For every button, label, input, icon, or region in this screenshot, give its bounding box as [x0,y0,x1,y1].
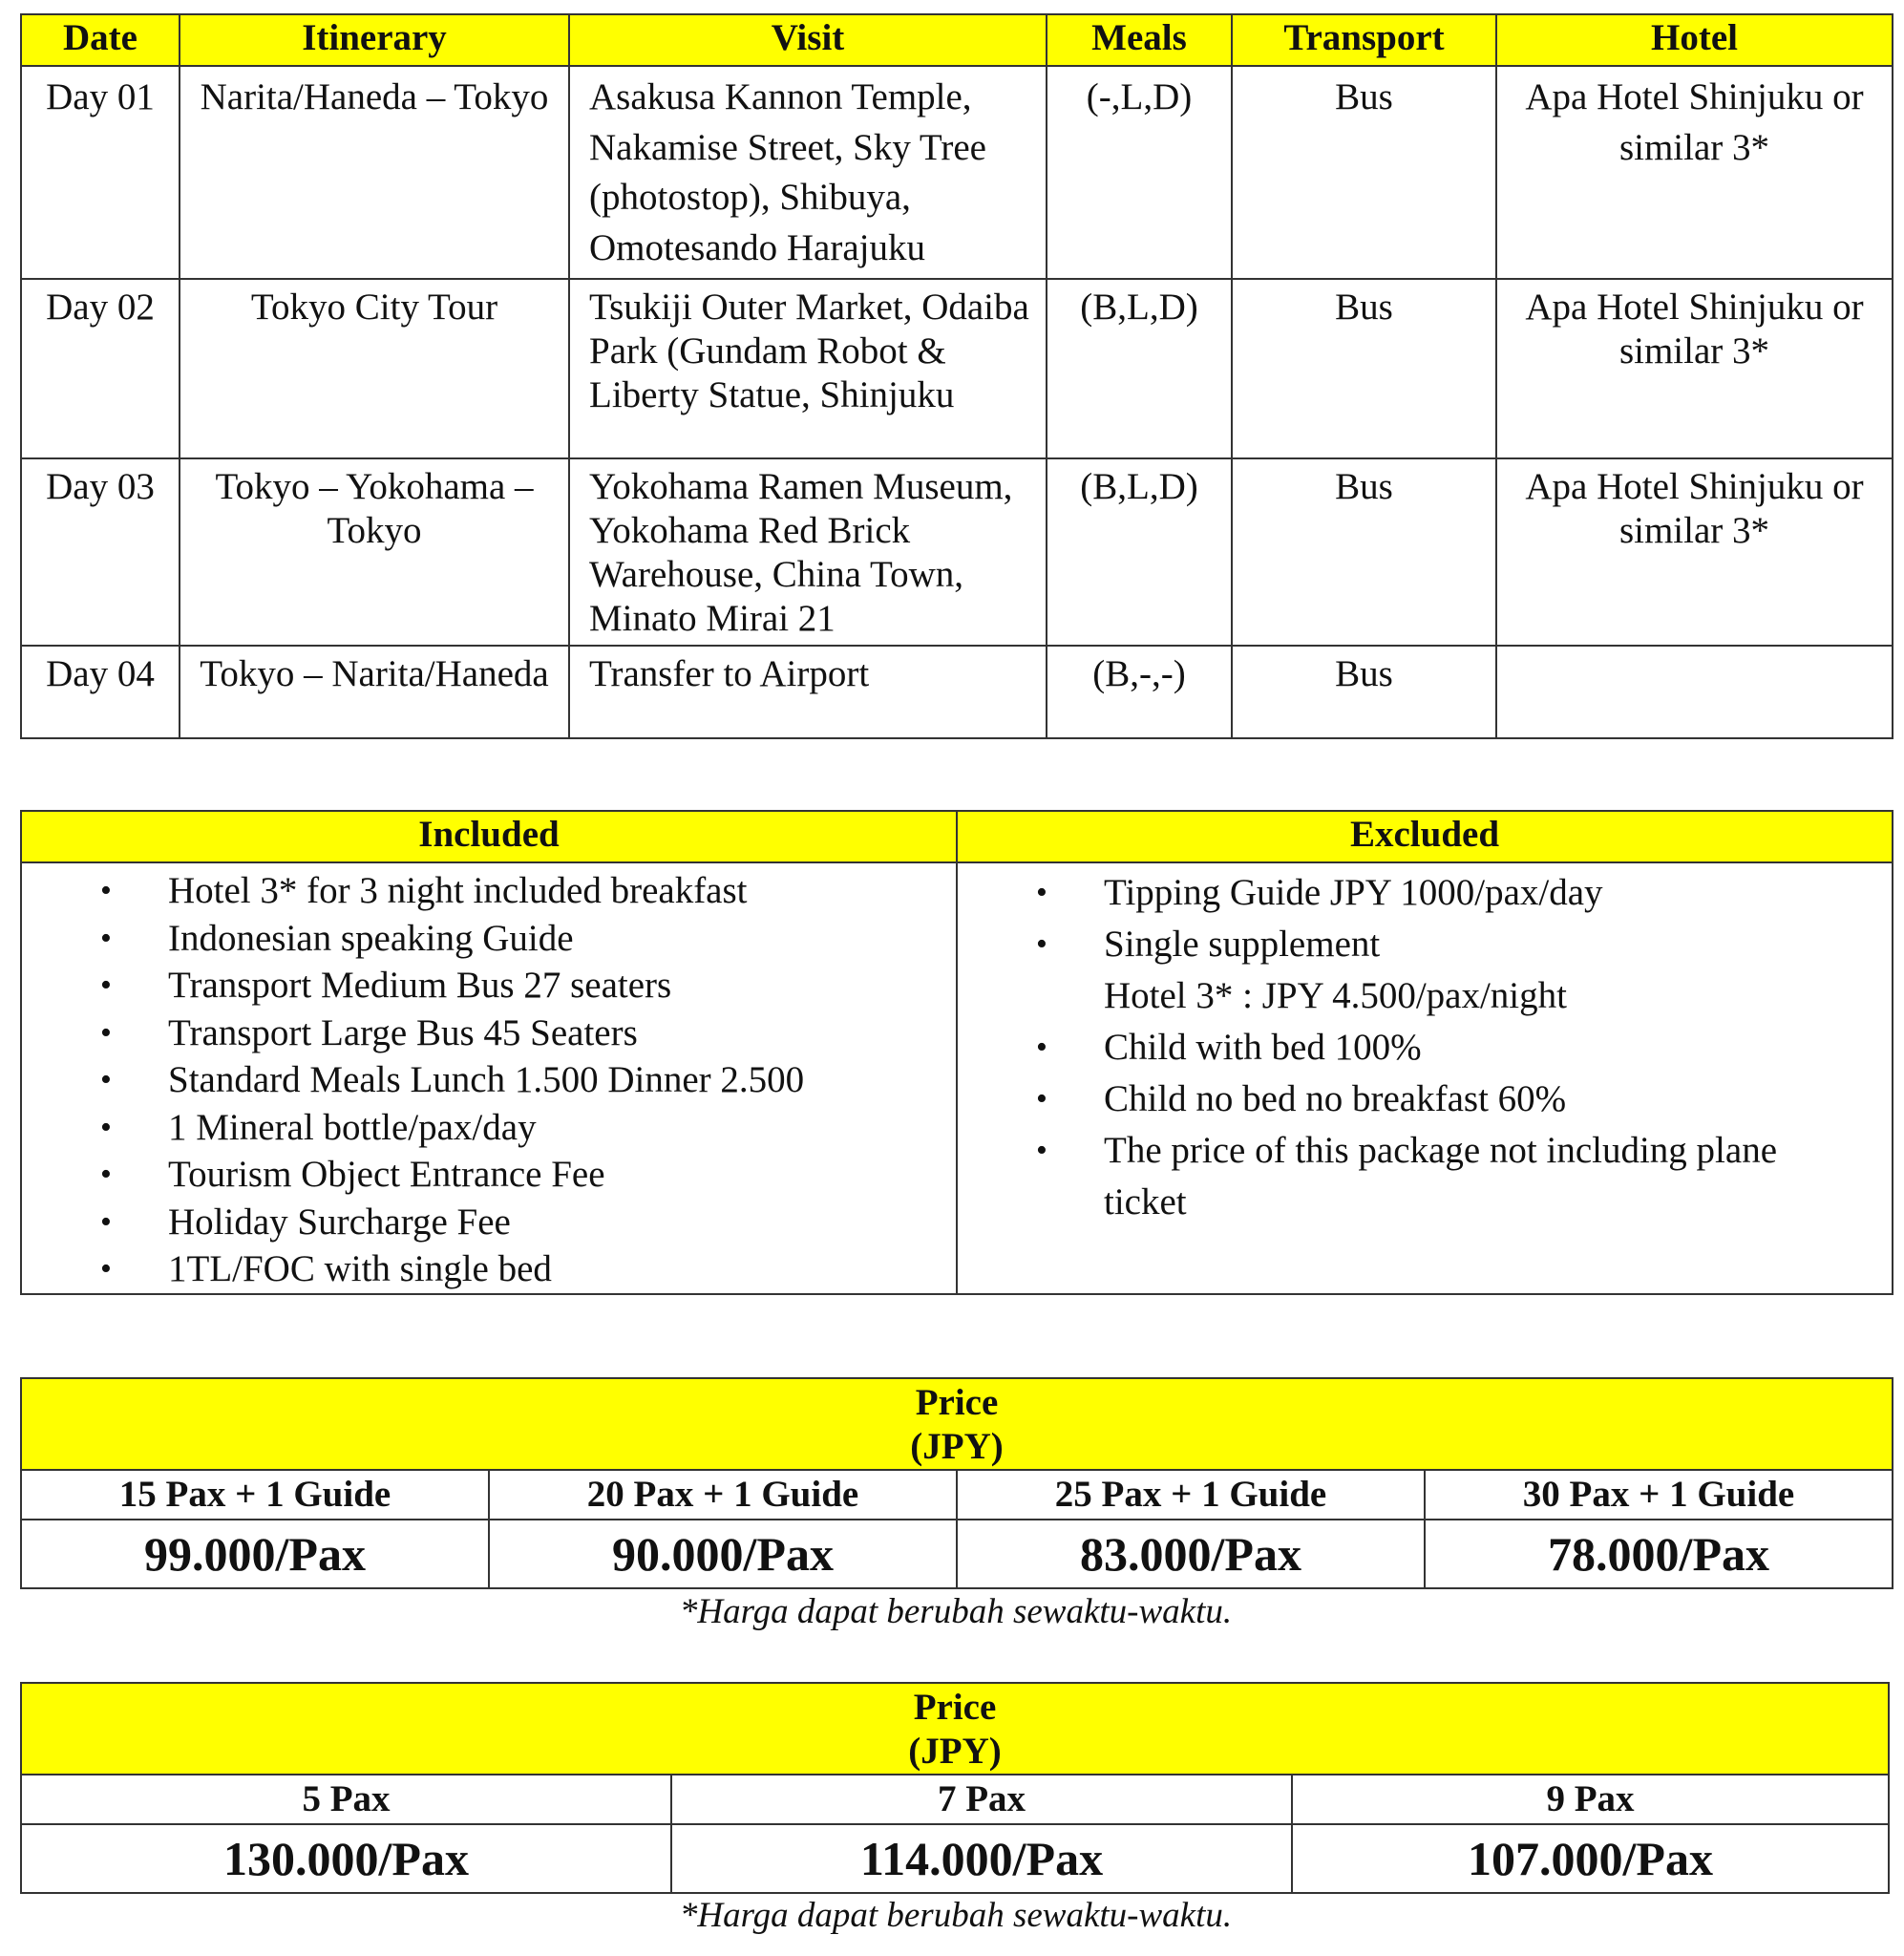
itinerary-table [20,13,1893,739]
pax-row [21,1775,1889,1824]
header-itinerary: Itinerary [180,14,569,66]
price-row [21,1520,1893,1588]
inclusions-body-row [21,862,1893,1294]
price-value: 99.000/Pax [21,1520,489,1588]
pax-row [21,1470,1893,1520]
list-item: • Tourism Object Entrance Fee [22,1151,956,1199]
bullet-icon: • [100,1203,112,1240]
price-title: Price (JPY) [21,1683,1889,1775]
cell-hotel: Apa Hotel Shinjuku or similar 3* [1496,66,1893,279]
price-title: Price (JPY) [21,1378,1893,1470]
pax-label: 30 Pax + 1 Guide [1425,1470,1893,1520]
list-item: • Holiday Surcharge Fee [22,1199,956,1246]
cell-itinerary: Tokyo City Tour [180,279,569,458]
list-item: • The price of this package not including plane ticket [958,1125,1892,1228]
list-item: • Transport Medium Bus 27 seaters [22,962,956,1010]
excluded-cell [957,862,1893,1294]
price-title-row [21,1378,1893,1470]
bullet-icon: • [100,1109,112,1145]
list-item: • Tipping Guide JPY 1000/pax/day [958,867,1892,919]
cell-date: Day 03 [21,458,180,646]
bullet-icon: • [1036,926,1047,962]
pax-label: 25 Pax + 1 Guide [957,1470,1425,1520]
price-title-row [21,1683,1889,1775]
header-hotel: Hotel [1496,14,1893,66]
bullet-icon: • [100,920,112,956]
list-item: • Transport Large Bus 45 Seaters [22,1010,956,1057]
pax-label: 15 Pax + 1 Guide [21,1470,489,1520]
cell-meals: (B,-,-) [1047,646,1232,738]
inclusions-header-row [21,811,1893,862]
bullet-icon: • [100,873,112,908]
bullet-icon: • [100,1062,112,1097]
list-item: • Indonesian speaking Guide [22,915,956,963]
price-table-small [20,1682,1890,1894]
bullet-icon: • [100,967,112,1003]
list-item: • Hotel 3* for 3 night included breakfast [22,867,956,915]
price-table-group [20,1377,1893,1589]
bullet-icon: • [1036,875,1047,910]
price-note: *Harga dapat berubah sewaktu-waktu. [679,1592,1233,1631]
cell-itinerary: Tokyo – Narita/Haneda [180,646,569,738]
cell-itinerary: Tokyo – Yokohama – Tokyo [180,458,569,646]
pax-label: 9 Pax [1292,1775,1889,1824]
bullet-icon: • [100,1251,112,1286]
table-row [21,458,1893,646]
price-value: 114.000/Pax [671,1824,1292,1893]
bullet-icon: • [100,1157,112,1192]
excluded-header: Excluded [957,811,1893,862]
excluded-list [958,863,1892,1228]
price-value: 83.000/Pax [957,1520,1425,1588]
included-list [22,863,956,1293]
cell-hotel [1496,646,1893,738]
cell-visit: Transfer to Airport [569,646,1047,738]
price-value: 107.000/Pax [1292,1824,1889,1893]
table-row [21,66,1893,279]
table-row [21,279,1893,458]
bullet-icon: • [100,1014,112,1051]
inclusions-table [20,810,1893,1295]
price-value: 130.000/Pax [21,1824,671,1893]
pax-label: 7 Pax [671,1775,1292,1824]
table-row [21,646,1893,738]
cell-date: Day 02 [21,279,180,458]
price-value: 78.000/Pax [1425,1520,1893,1588]
cell-meals: (B,L,D) [1047,279,1232,458]
cell-transport: Bus [1232,279,1496,458]
pax-label: 5 Pax [21,1775,671,1824]
header-visit: Visit [569,14,1047,66]
list-item: • Child no bed no breakfast 60% [958,1074,1892,1125]
cell-transport: Bus [1232,458,1496,646]
header-date: Date [21,14,180,66]
cell-visit: Yokohama Ramen Museum, Yokohama Red Brick Warehouse, China Town, Minato Mirai 21 [569,458,1047,646]
bullet-icon: • [1036,1081,1047,1116]
itinerary-header-row [21,14,1893,66]
pax-label: 20 Pax + 1 Guide [489,1470,957,1520]
cell-meals: (B,L,D) [1047,458,1232,646]
cell-meals: (-,L,D) [1047,66,1232,279]
price-row [21,1824,1889,1893]
cell-date: Day 01 [21,66,180,279]
header-meals: Meals [1047,14,1232,66]
list-item: • Child with bed 100% [958,1022,1892,1074]
bullet-icon: • [1036,1030,1047,1065]
list-item: • 1TL/FOC with single bed [22,1245,956,1293]
cell-date: Day 04 [21,646,180,738]
header-transport: Transport [1232,14,1496,66]
cell-hotel: Apa Hotel Shinjuku or similar 3* [1496,279,1893,458]
cell-transport: Bus [1232,66,1496,279]
cell-visit: Tsukiji Outer Market, Odaiba Park (Gundam Robot & Liberty Statue, Shinjuku [569,279,1047,458]
price-note: *Harga dapat berubah sewaktu-waktu. [679,1896,1233,1935]
cell-transport: Bus [1232,646,1496,738]
included-cell [21,862,957,1294]
included-header: Included [21,811,957,862]
list-item: • Standard Meals Lunch 1.500 Dinner 2.500 [22,1056,956,1104]
bullet-icon: • [1036,1133,1047,1168]
cell-itinerary: Narita/Haneda – Tokyo [180,66,569,279]
price-value: 90.000/Pax [489,1520,957,1588]
list-item: • 1 Mineral bottle/pax/day [22,1104,956,1152]
cell-visit: Asakusa Kannon Temple, Nakamise Street, Sky Tree (photostop), Shibuya, Omotesando Harajuku [569,66,1047,279]
cell-hotel: Apa Hotel Shinjuku or similar 3* [1496,458,1893,646]
list-item: • Single supplement Hotel 3* : JPY 4.500/pax/night [958,919,1892,1022]
